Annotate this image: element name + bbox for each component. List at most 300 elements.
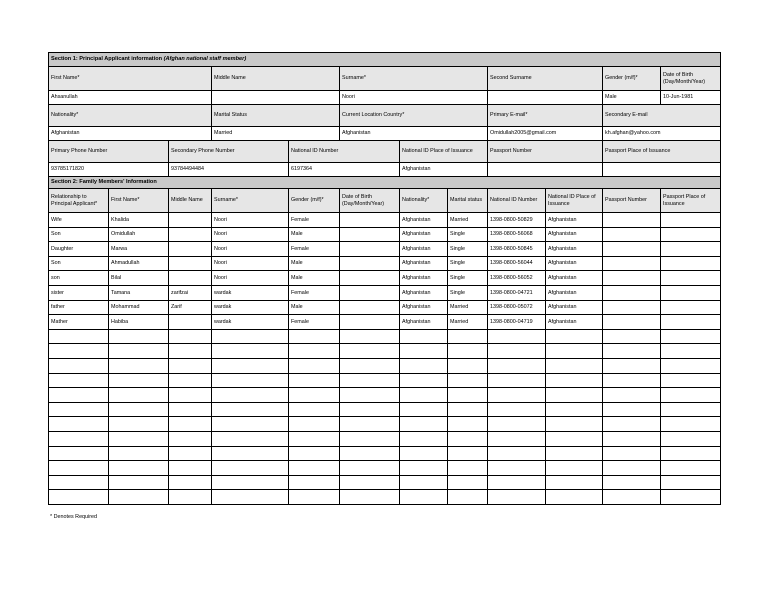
family-member-cell[interactable]: Noori: [212, 227, 289, 242]
family-member-cell[interactable]: [603, 417, 661, 432]
family-member-cell[interactable]: [661, 213, 721, 228]
family-member-cell[interactable]: Son: [49, 227, 109, 242]
family-header-cell: Marital status: [448, 189, 488, 213]
family-member-cell[interactable]: Afghanistan: [400, 213, 448, 228]
family-member-cell[interactable]: [169, 490, 212, 505]
family-member-cell[interactable]: [109, 329, 169, 344]
family-member-cell[interactable]: [603, 256, 661, 271]
family-member-cell[interactable]: [603, 402, 661, 417]
family-member-cell[interactable]: [400, 461, 448, 476]
family-member-cell[interactable]: Afghanistan: [546, 315, 603, 330]
family-member-cell[interactable]: Noori: [212, 242, 289, 257]
family-member-cell[interactable]: [289, 344, 340, 359]
family-member-cell[interactable]: Daughter: [49, 242, 109, 257]
family-member-cell[interactable]: [340, 227, 400, 242]
family-member-cell[interactable]: [661, 300, 721, 315]
family-member-cell[interactable]: [546, 373, 603, 388]
passport-place-field[interactable]: [603, 163, 721, 177]
family-member-cell[interactable]: [340, 256, 400, 271]
family-header-cell: Middle Name: [169, 189, 212, 213]
family-member-cell[interactable]: Single: [448, 271, 488, 286]
family-member-cell[interactable]: [49, 417, 109, 432]
family-member-cell[interactable]: [340, 329, 400, 344]
family-member-cell[interactable]: Female: [289, 242, 340, 257]
family-member-cell[interactable]: [49, 329, 109, 344]
family-member-cell[interactable]: [340, 461, 400, 476]
national-id-place-label: National ID Place of Issuance: [400, 141, 488, 163]
nationality-label: Nationality*: [49, 105, 212, 127]
family-member-row: [49, 344, 721, 359]
family-member-cell[interactable]: [289, 446, 340, 461]
family-member-cell[interactable]: [49, 461, 109, 476]
family-member-cell[interactable]: [212, 388, 289, 403]
family-member-cell[interactable]: Female: [289, 285, 340, 300]
second-surname-field[interactable]: [488, 91, 603, 105]
form-table: [48, 52, 721, 505]
family-member-cell[interactable]: Afghanistan: [546, 285, 603, 300]
family-member-cell[interactable]: [289, 329, 340, 344]
family-member-cell[interactable]: [546, 417, 603, 432]
section1-header: [49, 53, 721, 67]
family-member-cell[interactable]: Marwa: [109, 242, 169, 257]
family-member-cell[interactable]: Son: [49, 256, 109, 271]
surname-field[interactable]: Noori: [340, 91, 488, 105]
family-member-cell[interactable]: [169, 256, 212, 271]
family-member-row: [49, 417, 721, 432]
middle-name-field[interactable]: [212, 91, 340, 105]
family-member-cell[interactable]: Married: [448, 315, 488, 330]
family-member-cell[interactable]: Mather: [49, 315, 109, 330]
family-member-cell[interactable]: [661, 431, 721, 446]
family-member-cell[interactable]: [340, 388, 400, 403]
family-header-cell: First Name*: [109, 189, 169, 213]
family-member-cell[interactable]: [488, 490, 546, 505]
family-member-cell[interactable]: [49, 358, 109, 373]
family-member-cell[interactable]: [546, 402, 603, 417]
family-member-cell[interactable]: [488, 329, 546, 344]
family-member-cell[interactable]: [603, 461, 661, 476]
family-member-cell[interactable]: [488, 358, 546, 373]
family-member-cell[interactable]: [448, 446, 488, 461]
family-member-cell[interactable]: [546, 388, 603, 403]
dob-label: Date of Birth (Day/Month/Year): [661, 67, 721, 91]
family-member-cell[interactable]: [340, 490, 400, 505]
family-member-row: [49, 431, 721, 446]
family-member-cell[interactable]: [289, 373, 340, 388]
family-member-cell[interactable]: Single: [448, 242, 488, 257]
family-member-cell[interactable]: Afghanistan: [400, 315, 448, 330]
passport-number-label: Passport Number: [488, 141, 603, 163]
family-member-cell[interactable]: [169, 373, 212, 388]
family-member-row: [49, 373, 721, 388]
family-member-cell[interactable]: [661, 329, 721, 344]
family-member-cell[interactable]: [289, 417, 340, 432]
family-member-cell[interactable]: Afghanistan: [400, 242, 448, 257]
family-member-cell[interactable]: [400, 490, 448, 505]
family-member-cell[interactable]: [400, 431, 448, 446]
family-member-cell[interactable]: [169, 344, 212, 359]
family-member-cell[interactable]: [603, 329, 661, 344]
family-member-cell[interactable]: Omidullah: [109, 227, 169, 242]
family-member-row: [49, 227, 721, 242]
family-member-cell[interactable]: [448, 388, 488, 403]
family-member-cell[interactable]: [169, 329, 212, 344]
current-location-field[interactable]: Afghanistan: [340, 127, 488, 141]
family-member-cell[interactable]: [448, 373, 488, 388]
family-member-cell[interactable]: son: [49, 271, 109, 286]
family-member-cell[interactable]: Afghanistan: [546, 271, 603, 286]
family-member-cell[interactable]: [169, 213, 212, 228]
family-member-cell[interactable]: [488, 344, 546, 359]
family-member-cell[interactable]: [448, 475, 488, 490]
family-member-cell[interactable]: [400, 344, 448, 359]
family-member-cell[interactable]: [488, 461, 546, 476]
family-member-cell[interactable]: Noori: [212, 213, 289, 228]
family-member-cell[interactable]: [109, 490, 169, 505]
family-member-cell[interactable]: [289, 388, 340, 403]
gender-label: Gender (m/f)*: [603, 67, 661, 91]
family-member-cell[interactable]: 1398-0800-04719: [488, 315, 546, 330]
family-member-cell[interactable]: [49, 446, 109, 461]
family-member-cell[interactable]: Married: [448, 300, 488, 315]
primary-phone-field[interactable]: 93785171820: [49, 163, 169, 177]
family-member-cell[interactable]: [661, 402, 721, 417]
family-member-cell[interactable]: [109, 402, 169, 417]
family-member-cell[interactable]: [603, 344, 661, 359]
family-member-cell[interactable]: [661, 417, 721, 432]
family-member-cell[interactable]: [603, 475, 661, 490]
family-member-cell[interactable]: [169, 431, 212, 446]
family-member-cell[interactable]: [109, 388, 169, 403]
family-member-cell[interactable]: [661, 358, 721, 373]
family-member-cell[interactable]: [289, 490, 340, 505]
family-member-cell[interactable]: [448, 329, 488, 344]
family-member-cell[interactable]: [49, 388, 109, 403]
family-member-cell[interactable]: [603, 446, 661, 461]
family-member-cell[interactable]: 1398-0800-56052: [488, 271, 546, 286]
family-member-cell[interactable]: [661, 373, 721, 388]
family-member-cell[interactable]: [109, 344, 169, 359]
family-member-cell[interactable]: Married: [448, 213, 488, 228]
family-member-cell[interactable]: [661, 490, 721, 505]
family-member-cell[interactable]: Afghanistan: [546, 256, 603, 271]
family-member-row: [49, 388, 721, 403]
family-member-cell[interactable]: [546, 431, 603, 446]
family-member-cell[interactable]: [661, 446, 721, 461]
family-header-cell: Surname*: [212, 189, 289, 213]
family-member-cell[interactable]: Single: [448, 285, 488, 300]
family-member-cell[interactable]: father: [49, 300, 109, 315]
family-member-cell[interactable]: [448, 344, 488, 359]
family-member-cell[interactable]: [109, 431, 169, 446]
national-id-field[interactable]: 6197364: [289, 163, 400, 177]
family-member-cell[interactable]: [212, 344, 289, 359]
section1-title: Section 1: Principal Applicant information (Afghan national staff member): [49, 53, 721, 67]
principal-row3-values: [49, 163, 721, 177]
family-member-cell[interactable]: Female: [289, 315, 340, 330]
family-member-cell[interactable]: [169, 388, 212, 403]
family-member-cell[interactable]: [289, 431, 340, 446]
family-member-cell[interactable]: [546, 461, 603, 476]
family-member-cell[interactable]: [603, 315, 661, 330]
family-member-cell[interactable]: [212, 461, 289, 476]
family-member-cell[interactable]: [400, 446, 448, 461]
family-member-cell[interactable]: [109, 475, 169, 490]
family-member-cell[interactable]: [603, 490, 661, 505]
primary-phone-label: Primary Phone Number: [49, 141, 169, 163]
family-member-cell[interactable]: [400, 388, 448, 403]
family-member-cell[interactable]: [212, 329, 289, 344]
family-member-cell[interactable]: 1398-0800-05072: [488, 300, 546, 315]
family-member-cell[interactable]: [109, 446, 169, 461]
family-member-cell[interactable]: Ahmadullah: [109, 256, 169, 271]
family-member-cell[interactable]: [488, 402, 546, 417]
family-member-row: [49, 358, 721, 373]
family-member-cell[interactable]: [603, 388, 661, 403]
second-surname-label: Second Surname: [488, 67, 603, 91]
secondary-phone-field[interactable]: 93784494484: [169, 163, 289, 177]
family-member-cell[interactable]: 1398-0800-56044: [488, 256, 546, 271]
family-member-row: [49, 300, 721, 315]
family-member-cell[interactable]: Afghanistan: [400, 285, 448, 300]
family-member-cell[interactable]: [546, 446, 603, 461]
family-header-cell: National ID Number: [488, 189, 546, 213]
family-member-cell[interactable]: [340, 344, 400, 359]
family-member-cell[interactable]: Wife: [49, 213, 109, 228]
family-member-cell[interactable]: [169, 475, 212, 490]
family-member-cell[interactable]: [546, 490, 603, 505]
family-member-cell[interactable]: Single: [448, 256, 488, 271]
family-member-cell[interactable]: [448, 417, 488, 432]
family-member-cell[interactable]: 1398-0800-50845: [488, 242, 546, 257]
current-location-label: Current Location Country*: [340, 105, 488, 127]
family-member-cell[interactable]: 1398-0800-56068: [488, 227, 546, 242]
family-member-cell[interactable]: [546, 475, 603, 490]
family-member-cell[interactable]: [169, 271, 212, 286]
passport-number-field[interactable]: [488, 163, 603, 177]
family-member-cell[interactable]: [212, 402, 289, 417]
family-member-cell[interactable]: [212, 417, 289, 432]
family-member-cell[interactable]: [289, 402, 340, 417]
family-header-cell: Gender (m/f)*: [289, 189, 340, 213]
dob-field[interactable]: 10-Jun-1981: [661, 91, 721, 105]
family-member-cell[interactable]: Male: [289, 256, 340, 271]
family-member-cell[interactable]: [661, 344, 721, 359]
family-member-cell[interactable]: [49, 373, 109, 388]
family-member-cell[interactable]: [169, 315, 212, 330]
family-member-cell[interactable]: [546, 358, 603, 373]
family-member-row: [49, 315, 721, 330]
family-member-cell[interactable]: [169, 446, 212, 461]
section2-header: [49, 177, 721, 189]
family-member-cell[interactable]: [603, 431, 661, 446]
family-member-cell[interactable]: [448, 358, 488, 373]
family-member-cell[interactable]: [109, 461, 169, 476]
family-member-cell[interactable]: Afghanistan: [400, 300, 448, 315]
family-member-cell[interactable]: [661, 285, 721, 300]
family-member-cell[interactable]: Zarif: [169, 300, 212, 315]
family-member-cell[interactable]: [400, 475, 448, 490]
family-member-cell[interactable]: [340, 358, 400, 373]
family-member-cell[interactable]: [289, 461, 340, 476]
family-header-cell: Passport Place of Issuance: [661, 189, 721, 213]
family-member-cell[interactable]: [340, 373, 400, 388]
family-member-cell[interactable]: [212, 475, 289, 490]
family-member-cell[interactable]: [340, 475, 400, 490]
primary-email-label: Primary E-mail*: [488, 105, 603, 127]
family-member-cell[interactable]: Male: [289, 227, 340, 242]
family-member-cell[interactable]: [488, 431, 546, 446]
family-member-cell[interactable]: Habiba: [109, 315, 169, 330]
family-member-cell[interactable]: [289, 358, 340, 373]
family-member-cell[interactable]: [448, 402, 488, 417]
family-member-cell[interactable]: Noori: [212, 256, 289, 271]
family-member-cell[interactable]: Afghanistan: [400, 271, 448, 286]
family-member-cell[interactable]: [448, 490, 488, 505]
family-member-cell[interactable]: zarifzai: [169, 285, 212, 300]
family-member-cell[interactable]: [109, 417, 169, 432]
family-member-cell[interactable]: [212, 446, 289, 461]
family-member-cell[interactable]: [340, 446, 400, 461]
family-member-row: [49, 256, 721, 271]
family-member-cell[interactable]: [49, 431, 109, 446]
family-member-cell[interactable]: [661, 242, 721, 257]
family-member-cell[interactable]: [400, 358, 448, 373]
family-member-row: [49, 446, 721, 461]
nationality-field[interactable]: Afghanistan: [49, 127, 212, 141]
family-member-cell[interactable]: [488, 373, 546, 388]
family-member-cell[interactable]: [603, 242, 661, 257]
family-member-cell[interactable]: [603, 300, 661, 315]
family-member-cell[interactable]: [340, 300, 400, 315]
family-member-cell[interactable]: [340, 271, 400, 286]
family-member-cell[interactable]: [212, 358, 289, 373]
family-member-cell[interactable]: Afghanistan: [546, 227, 603, 242]
family-member-cell[interactable]: [661, 388, 721, 403]
family-member-cell[interactable]: sister: [49, 285, 109, 300]
family-member-cell[interactable]: [400, 329, 448, 344]
family-member-cell[interactable]: [661, 475, 721, 490]
family-member-cell[interactable]: [546, 329, 603, 344]
family-member-cell[interactable]: [448, 461, 488, 476]
family-member-cell[interactable]: [340, 431, 400, 446]
family-member-cell[interactable]: [340, 242, 400, 257]
family-member-cell[interactable]: [661, 271, 721, 286]
secondary-phone-label: Secondary Phone Number: [169, 141, 289, 163]
national-id-place-field[interactable]: Afghanistan: [400, 163, 488, 177]
family-member-cell[interactable]: [488, 446, 546, 461]
family-member-cell[interactable]: Bilal: [109, 271, 169, 286]
family-header-cell: National ID Place of Issuance: [546, 189, 603, 213]
family-member-cell[interactable]: [49, 344, 109, 359]
family-member-cell[interactable]: [49, 475, 109, 490]
family-member-cell[interactable]: [603, 358, 661, 373]
family-member-cell[interactable]: [49, 402, 109, 417]
family-member-cell[interactable]: [289, 475, 340, 490]
family-member-cell[interactable]: [603, 271, 661, 286]
family-member-cell[interactable]: Khalida: [109, 213, 169, 228]
family-member-cell[interactable]: [488, 388, 546, 403]
secondary-email-field[interactable]: kh.afghan@yahoo.com: [603, 127, 721, 141]
family-member-cell[interactable]: [661, 227, 721, 242]
family-member-cell[interactable]: [212, 490, 289, 505]
family-member-cell[interactable]: [169, 461, 212, 476]
surname-label: Surname*: [340, 67, 488, 91]
family-member-cell[interactable]: [169, 402, 212, 417]
family-member-cell[interactable]: [340, 285, 400, 300]
family-member-cell[interactable]: [661, 461, 721, 476]
marital-status-label: Marital Status: [212, 105, 340, 127]
family-member-row: [49, 271, 721, 286]
family-member-cell[interactable]: [212, 373, 289, 388]
family-member-cell[interactable]: [169, 358, 212, 373]
family-member-cell[interactable]: [109, 358, 169, 373]
family-member-cell[interactable]: [603, 213, 661, 228]
first-name-field[interactable]: Ahsanullah: [49, 91, 212, 105]
family-member-cell[interactable]: Noori: [212, 271, 289, 286]
family-member-cell[interactable]: [169, 227, 212, 242]
family-member-cell[interactable]: 1398-0800-50829: [488, 213, 546, 228]
family-header-cell: Nationality*: [400, 189, 448, 213]
family-member-cell[interactable]: [661, 315, 721, 330]
family-member-cell[interactable]: [340, 213, 400, 228]
family-member-cell[interactable]: Male: [289, 271, 340, 286]
family-member-row: [49, 329, 721, 344]
family-header-cell: Relationship to Principal Applicant*: [49, 189, 109, 213]
principal-row1-labels: [49, 67, 721, 91]
family-member-cell[interactable]: 1398-0800-04721: [488, 285, 546, 300]
family-member-cell[interactable]: [400, 373, 448, 388]
primary-email-field[interactable]: Omidullah2005@gmail.com: [488, 127, 603, 141]
family-member-cell[interactable]: [546, 344, 603, 359]
family-member-cell[interactable]: Afghanistan: [546, 300, 603, 315]
family-member-cell[interactable]: Afghanistan: [546, 213, 603, 228]
family-member-cell[interactable]: [340, 315, 400, 330]
family-member-cell[interactable]: [212, 431, 289, 446]
family-member-cell[interactable]: [603, 227, 661, 242]
family-member-cell[interactable]: Afghanistan: [400, 227, 448, 242]
family-member-cell[interactable]: [169, 242, 212, 257]
family-member-cell[interactable]: [603, 373, 661, 388]
family-member-cell[interactable]: [340, 402, 400, 417]
family-member-row: [49, 475, 721, 490]
family-member-cell[interactable]: Tamana: [109, 285, 169, 300]
family-member-cell[interactable]: [400, 417, 448, 432]
family-member-cell[interactable]: wardak: [212, 315, 289, 330]
family-member-cell[interactable]: Mohammad: [109, 300, 169, 315]
family-member-cell[interactable]: Afghanistan: [400, 256, 448, 271]
family-member-cell[interactable]: [488, 417, 546, 432]
family-member-cell[interactable]: Single: [448, 227, 488, 242]
family-member-cell[interactable]: [400, 402, 448, 417]
family-member-cell[interactable]: [109, 373, 169, 388]
family-member-cell[interactable]: Afghanistan: [546, 242, 603, 257]
family-member-cell[interactable]: [49, 490, 109, 505]
family-member-cell[interactable]: [448, 431, 488, 446]
family-member-cell[interactable]: [603, 285, 661, 300]
gender-field[interactable]: Male: [603, 91, 661, 105]
family-member-cell[interactable]: [340, 417, 400, 432]
family-member-cell[interactable]: Male: [289, 300, 340, 315]
family-member-cell[interactable]: wardak: [212, 285, 289, 300]
family-member-cell[interactable]: [169, 417, 212, 432]
family-member-row: [49, 242, 721, 257]
family-member-cell[interactable]: wardak: [212, 300, 289, 315]
marital-status-field[interactable]: Married: [212, 127, 340, 141]
family-member-cell[interactable]: Female: [289, 213, 340, 228]
family-member-cell[interactable]: [661, 256, 721, 271]
family-member-cell[interactable]: [488, 475, 546, 490]
